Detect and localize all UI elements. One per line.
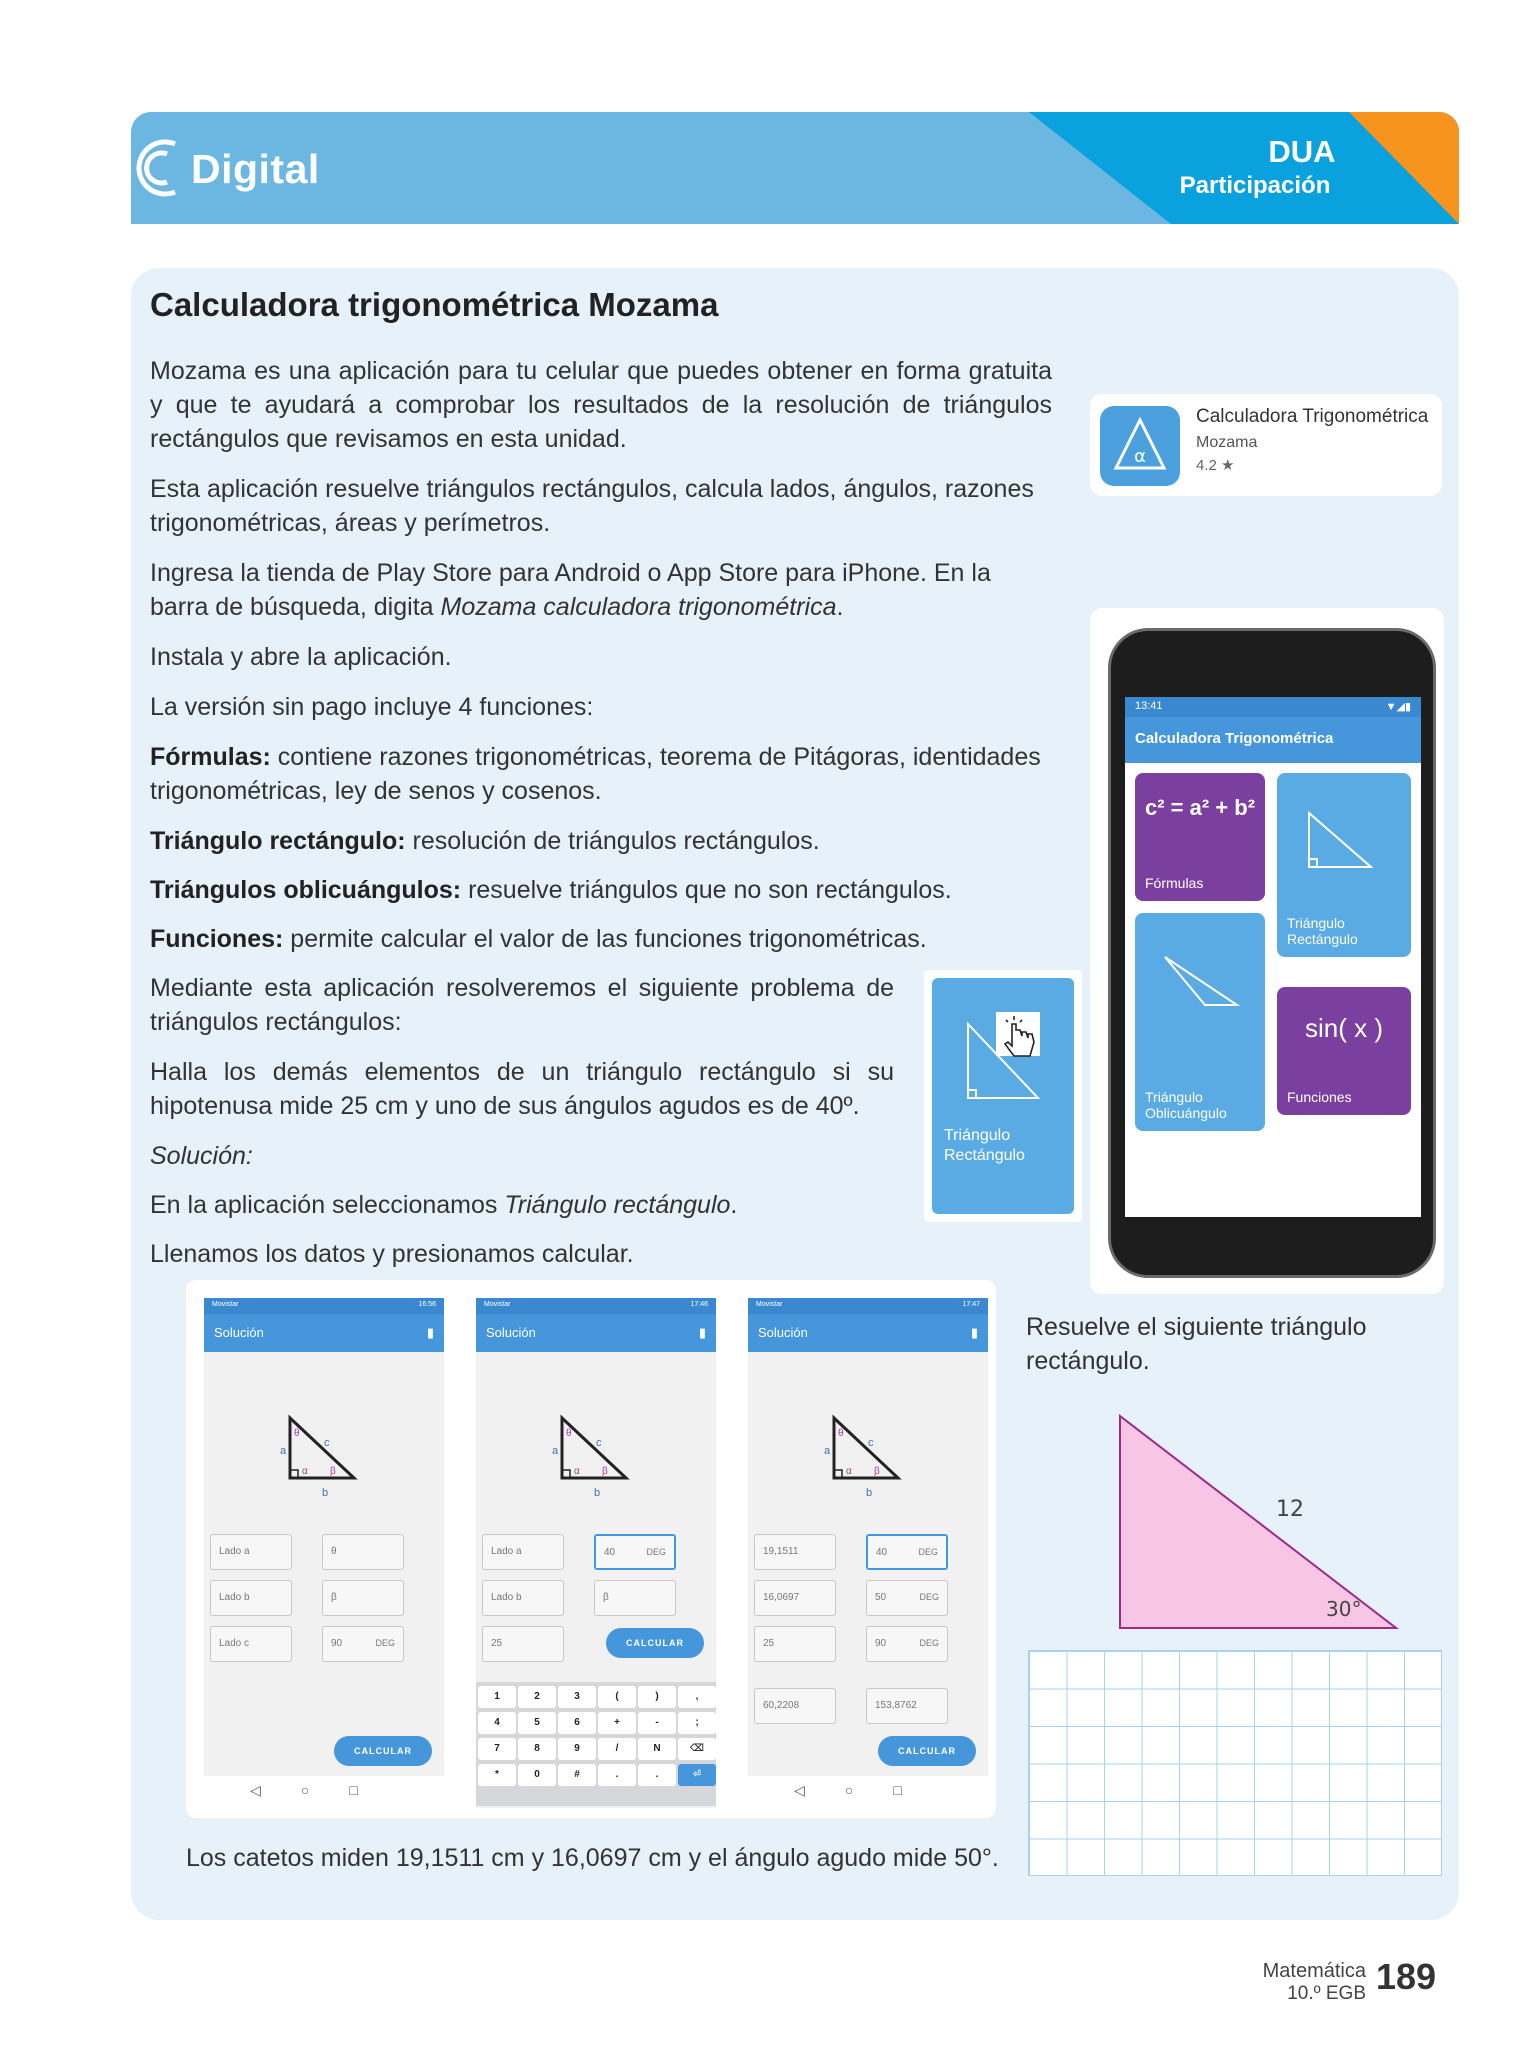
app-bar-title: Calculadora Trigonométrica <box>1125 717 1421 763</box>
key[interactable]: 2 <box>518 1686 556 1708</box>
phone-mockup <box>1108 628 1436 1278</box>
triangle-diagram <box>546 1412 636 1502</box>
article-title: Calculadora trigonométrica Mozama <box>150 286 719 323</box>
status-time: 17:46 <box>690 1301 708 1308</box>
key[interactable]: - <box>638 1712 676 1734</box>
label-theta: θ <box>838 1428 844 1439</box>
right-angle-field <box>866 1626 948 1662</box>
function-label: Triángulos oblicuángulos: <box>150 876 462 904</box>
answer-grid[interactable] <box>1028 1650 1442 1876</box>
footer-grade: 10.º EGB <box>1287 1983 1366 2004</box>
key[interactable]: , <box>678 1686 716 1708</box>
right-angle-field <box>322 1626 404 1662</box>
theta-input[interactable] <box>594 1534 676 1570</box>
app-screens-strip <box>186 1280 996 1818</box>
backspace-key[interactable]: ⌫ <box>678 1738 716 1760</box>
lado-a-input[interactable]: Lado a <box>482 1534 564 1570</box>
dua-title: DUA <box>1268 134 1336 169</box>
tile-right-triangle[interactable] <box>1277 773 1411 957</box>
carrier: Movistar <box>212 1301 239 1308</box>
lado-b-input[interactable]: Lado b <box>482 1580 564 1616</box>
phone-card <box>1090 608 1444 1294</box>
paragraph-install-search <box>150 556 1052 624</box>
label-c: c <box>324 1437 330 1449</box>
deg-unit: DEG <box>919 1592 939 1602</box>
deg-unit: DEG <box>646 1547 666 1557</box>
label-b: b <box>866 1487 873 1499</box>
function-formulas <box>150 740 1052 808</box>
key[interactable]: 6 <box>558 1712 596 1734</box>
status-bar <box>1125 697 1421 717</box>
function-right-triangle <box>150 824 1052 858</box>
area-result[interactable]: 153,8762 <box>866 1688 948 1724</box>
label-beta: β <box>874 1466 880 1477</box>
function-label: Funciones: <box>150 925 284 953</box>
lado-c-input[interactable]: Lado c <box>210 1626 292 1662</box>
key[interactable]: ; <box>678 1712 716 1734</box>
screen-title-text: Solución <box>214 1325 264 1340</box>
label-b: b <box>322 1487 329 1499</box>
right-triangle-icon <box>1305 809 1375 871</box>
screen-result <box>748 1298 988 1808</box>
formula-text: c² = a² + b² <box>1145 795 1256 820</box>
function-label: Fórmulas: <box>150 743 271 771</box>
calculate-button[interactable]: CALCULAR <box>606 1628 704 1658</box>
status-time: 16:56 <box>418 1301 436 1308</box>
key[interactable]: 4 <box>478 1712 516 1734</box>
tile-label <box>1145 1089 1227 1121</box>
trash-icon[interactable]: ▮ <box>698 1325 706 1340</box>
key[interactable]: N <box>638 1738 676 1760</box>
screen-input <box>476 1298 716 1808</box>
label-theta: θ <box>566 1428 572 1439</box>
battery-icon: ▼◢▮ <box>1385 701 1411 713</box>
paragraph-problem: Halla los demás elementos de un triángulo rectángulo si su hipotenusa mide 25 cm y uno de sus ángulos agudos es de 40º. <box>150 1058 894 1120</box>
theta-input[interactable] <box>866 1534 948 1570</box>
tile-label <box>1287 915 1358 947</box>
label-alpha: α <box>846 1466 852 1477</box>
trash-icon[interactable]: ▮ <box>426 1325 434 1340</box>
lado-a-result[interactable]: 19,1511 <box>754 1534 836 1570</box>
android-nav-bar[interactable]: ◁○□ <box>204 1776 444 1808</box>
triangle-diagram <box>818 1412 908 1502</box>
label-beta: β <box>602 1466 608 1477</box>
key[interactable]: 3 <box>558 1686 596 1708</box>
exercise-triangle <box>1110 1400 1410 1640</box>
dua-subtitle: Participación <box>1179 172 1331 199</box>
label-line: Triángulo <box>1145 1089 1203 1105</box>
screen-body <box>748 1352 988 1808</box>
label-line: Oblicuángulo <box>1145 1105 1227 1121</box>
beta-value: 50 <box>875 1592 887 1603</box>
exercise-prompt: Resuelve el siguiente triángulo rectángulo. <box>1026 1313 1367 1375</box>
solution-label: Solución: <box>150 1142 253 1170</box>
deg-unit: DEG <box>919 1638 939 1648</box>
beta-result[interactable] <box>866 1580 948 1616</box>
page-number: 189 <box>1376 1956 1437 1997</box>
app-name: Calculadora Trigonométrica <box>1196 406 1429 427</box>
function-oblique <box>150 873 1052 907</box>
results-caption: Los catetos miden 19,1511 cm y 16,0697 cm y el ángulo agudo mide 50°. <box>186 1844 999 1872</box>
numeric-keyboard <box>476 1682 716 1806</box>
key[interactable]: * <box>478 1764 516 1786</box>
app-developer: Mozama <box>1196 434 1258 451</box>
label-a: a <box>824 1445 831 1457</box>
key[interactable]: + <box>598 1712 636 1734</box>
screen-title-text: Solución <box>486 1325 536 1340</box>
section-title: Digital <box>191 146 320 192</box>
status-bar <box>748 1298 988 1314</box>
label-line: Triángulo <box>944 1127 1011 1144</box>
carrier: Movistar <box>756 1301 783 1308</box>
screen-title <box>748 1314 988 1352</box>
android-nav-bar[interactable]: ◁○□ <box>748 1776 988 1808</box>
tile-formulas[interactable] <box>1135 773 1265 901</box>
theta-value: 40 <box>876 1547 888 1558</box>
tile-oblique-triangle[interactable] <box>1135 913 1265 1131</box>
pointing-hand-icon <box>994 1010 1046 1064</box>
beta-input[interactable]: β <box>594 1580 676 1616</box>
theta-value: 40 <box>604 1547 616 1558</box>
function-text: resuelve triángulos que no son rectángulos. <box>461 876 952 904</box>
paragraph-problem-intro: Mediante esta aplicación resolveremos el siguiente problema de triángulos rectángulos: <box>150 974 894 1036</box>
deg-unit: DEG <box>918 1547 938 1557</box>
angle-value: 90 <box>875 1638 887 1649</box>
paragraph-functions-intro: La versión sin pago incluye 4 funciones: <box>150 693 594 721</box>
label-c: c <box>868 1437 874 1449</box>
label-a: a <box>280 1445 287 1457</box>
key[interactable]: 7 <box>478 1738 516 1760</box>
text-span: . <box>730 1191 738 1219</box>
beta-input[interactable]: β <box>322 1580 404 1616</box>
paragraph-fill: Llenamos los datos y presionamos calcular. <box>150 1240 634 1268</box>
lado-a-input[interactable]: Lado a <box>210 1534 292 1570</box>
label-beta: β <box>330 1466 336 1477</box>
function-text: contiene razones trigonométricas, teorema de Pitágoras, identidades trigonométricas, ley de senos y cosenos. <box>150 743 1041 805</box>
trash-icon[interactable]: ▮ <box>970 1325 978 1340</box>
lado-c-input[interactable]: 25 <box>482 1626 564 1662</box>
key[interactable]: / <box>598 1738 636 1760</box>
label-line: Rectángulo <box>944 1147 1025 1164</box>
key[interactable]: 5 <box>518 1712 556 1734</box>
app-icon <box>1100 406 1180 486</box>
tile-label: Fórmulas <box>1145 875 1204 891</box>
key[interactable]: 1 <box>478 1686 516 1708</box>
tile-functions[interactable] <box>1277 987 1411 1115</box>
function-text: resolución de triángulos rectángulos. <box>405 827 820 855</box>
screen-body <box>204 1352 444 1808</box>
lado-b-result[interactable]: 16,0697 <box>754 1580 836 1616</box>
key[interactable]: # <box>558 1764 596 1786</box>
text-span: Ingresa la tienda de Play Store para Android o App Store para iPhone. En la barra de búsqueda, digita <box>150 559 991 621</box>
callout-label <box>944 1126 1025 1166</box>
lado-c-input[interactable]: 25 <box>754 1626 836 1662</box>
label-alpha: α <box>574 1466 580 1477</box>
hypotenuse-label: 12 <box>1276 1497 1304 1522</box>
label-alpha: α <box>302 1466 308 1477</box>
app-option-name: Triángulo rectángulo <box>504 1191 731 1219</box>
search-term: Mozama calculadora trigonométrica <box>440 593 837 621</box>
oblique-triangle-icon <box>1161 953 1241 1009</box>
calculate-button[interactable]: CALCULAR <box>878 1736 976 1766</box>
label-c: c <box>596 1437 602 1449</box>
key[interactable]: ( <box>598 1686 636 1708</box>
label-theta: θ <box>294 1428 300 1439</box>
digital-logo-icon <box>131 132 187 204</box>
footer-subject: Matemática <box>1262 1960 1366 1982</box>
lado-b-input[interactable]: Lado b <box>210 1580 292 1616</box>
phone-screen <box>1125 697 1421 1217</box>
paragraph-features: Esta aplicación resuelve triángulos rectángulos, calcula lados, ángulos, razones trigonométricas, áreas y perímetros. <box>150 475 1034 537</box>
screen-title <box>204 1314 444 1352</box>
key[interactable]: 8 <box>518 1738 556 1760</box>
function-text: permite calcular el valor de las funciones trigonométricas. <box>283 925 927 953</box>
paragraph-select <box>150 1188 894 1222</box>
key[interactable]: 9 <box>558 1738 596 1760</box>
function-funcs <box>150 922 1052 956</box>
status-time: 13:41 <box>1135 700 1163 712</box>
function-label: Triángulo rectángulo: <box>150 827 406 855</box>
status-time: 17:47 <box>962 1301 980 1308</box>
app-store-card <box>1090 394 1442 496</box>
deg-unit: DEG <box>375 1638 395 1648</box>
text-span: En la aplicación seleccionamos <box>150 1191 505 1219</box>
screen-title-text: Solución <box>758 1325 808 1340</box>
angle-label: 30° <box>1326 1597 1362 1621</box>
label-a: a <box>552 1445 559 1457</box>
callout-right-triangle-tile[interactable] <box>932 978 1074 1214</box>
app-rating: 4.2 ★ <box>1196 457 1235 474</box>
screen-title <box>476 1314 716 1352</box>
key[interactable]: 0 <box>518 1764 556 1786</box>
label-line: Triángulo <box>1287 915 1345 931</box>
label-b: b <box>594 1487 601 1499</box>
paragraph-install: Instala y abre la aplicación. <box>150 643 452 671</box>
status-bar <box>476 1298 716 1314</box>
perimeter-result[interactable]: 60,2208 <box>754 1688 836 1724</box>
alpha-symbol: α <box>1134 446 1146 467</box>
text-span: . <box>836 593 844 621</box>
calculate-button[interactable]: CALCULAR <box>334 1736 432 1766</box>
angle-value: 90 <box>331 1638 343 1649</box>
key[interactable]: . <box>598 1764 636 1786</box>
label-line: Rectángulo <box>1287 931 1358 947</box>
triangle-diagram <box>274 1412 364 1502</box>
paragraph-intro: Mozama es una aplicación para tu celular que puedes obtener en forma gratuita y que te ayudará a comprobar los resultados de la resolución de triángulos rectángulos que revisamos en esta unidad. <box>150 357 1052 453</box>
carrier: Movistar <box>484 1301 511 1308</box>
sin-text: sin( x ) <box>1305 1013 1383 1043</box>
tile-callout <box>924 970 1082 1222</box>
tile-label: Funciones <box>1287 1089 1352 1105</box>
enter-key[interactable]: ⏎ <box>678 1764 716 1786</box>
theta-input[interactable]: θ <box>322 1534 404 1570</box>
status-bar <box>204 1298 444 1314</box>
triangle-alpha-icon <box>1100 406 1180 486</box>
key[interactable]: ) <box>638 1686 676 1708</box>
key[interactable]: . <box>638 1764 676 1786</box>
screen-empty <box>204 1298 444 1808</box>
